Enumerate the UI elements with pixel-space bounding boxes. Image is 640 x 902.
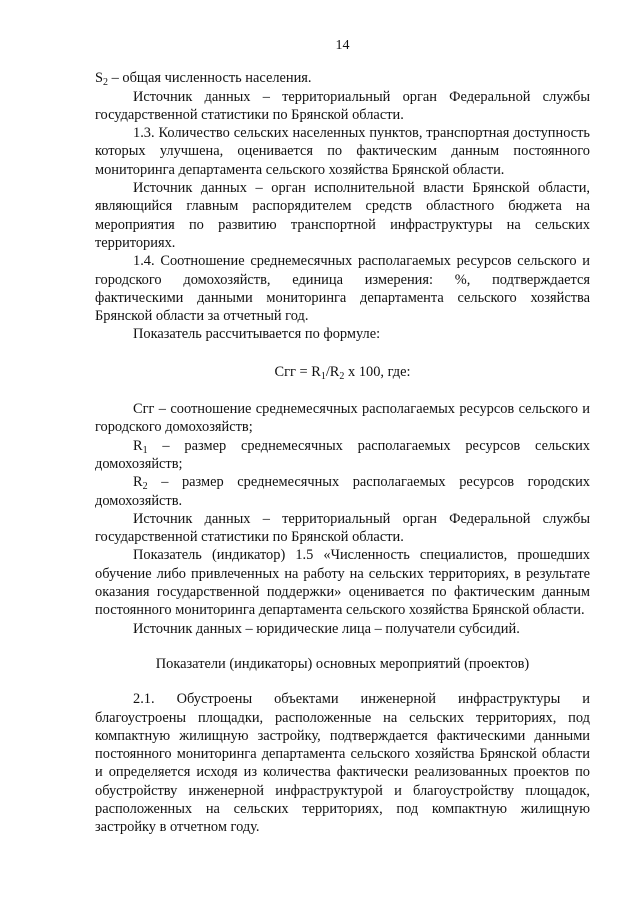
paragraph-data-source-2: Источник данных – орган исполнительной власти Брянской области, являющийся главным распорядителем средств областного бюджета на мероприятия по развитию транспортной инфраструктуры на сельских территориях. [95,180,590,251]
paragraph-data-source-1: Источник данных – территориальный орган Федеральной службы государственной статистики по Брянской области. [95,88,590,123]
variable-r2: R [133,474,143,491]
paragraph-data-source-3: Источник данных – территориальный орган Федеральной службы государственной статистики по Брянской области. [95,510,590,546]
formula-part-b: /R [325,363,340,380]
paragraph-indicator-1-3: 1.3. Количество сельских населенных пунктов, транспортная доступность которых улучшена, оценивается по фактическим данным постоянного мониторинга департамента сельского хозяйства Брянской области. [95,125,590,178]
r1-definition-text: – размер среднемесячных располагаемых ресурсов сельских домохозяйств; [95,437,590,472]
paragraph-r1-definition [95,437,590,474]
paragraph-crr-definition: Сгг – соотношение среднемесячных располагаемых ресурсов сельского и городского домохозяйств; [95,401,590,436]
page-number: 14 [335,38,350,53]
formula-part-c: x 100, где: [344,363,411,380]
subscript-2: 2 [103,77,109,89]
paragraph-s2-definition [95,69,590,87]
formula-part-a: Сгг = R [274,363,321,380]
definition-text: – общая численность населения. [108,70,312,87]
section-heading: Показатели (индикаторы) основных мероприятий (проектов) [155,655,530,672]
subscript-1: 1 [142,444,148,456]
paragraph-indicator-1-4: 1.4. Соотношение среднемесячных располагаемых ресурсов сельского и городского домохозяйств, единица измерения: %, подтверждается фактическими данными мониторинга департамента сельского хозяйства Брянской области за отчетный год. [95,253,590,325]
paragraph-formula-intro: Показатель рассчитывается по формуле: [133,326,381,343]
formula-subscript-1: 1 [320,370,326,382]
paragraph-indicator-2-1: 2.1. Обустроены объектами инженерной инфраструктуры и благоустроены площадки, расположенные на сельских территориях, под компактную жилищную застройку, подтверждается фактическими данными постоянного мониторинга департамента сельского хозяйства Брянской области и определяется исходя из количества фактически реализованных проектов по обустройству инженерной инфраструктурой и благоустройству площадок, расположенных на сельских территориях, под компактную жилищную застройку в отчетном году. [95,691,590,836]
formula-subscript-2: 2 [339,370,345,382]
paragraph-indicator-1-5: Показатель (индикатор) 1.5 «Численность специалистов, прошедших обучение либо привлеченных на работу на сельских территориях, в результате оказания государственной поддержки» оценивается по фактическим данным постоянного мониторинга департамента сельского хозяйства Брянской области. [95,547,590,619]
subscript-2: 2 [142,481,148,493]
formula [95,363,590,381]
variable-r1: R [133,437,143,454]
paragraph-data-source-4: Источник данных – юридические лица – получатели субсидий. [133,620,520,637]
r2-definition-text: – размер среднемесячных располагаемых ресурсов городских домохозяйств. [95,474,590,509]
variable-s: S [95,70,104,87]
paragraph-r2-definition [95,473,590,510]
